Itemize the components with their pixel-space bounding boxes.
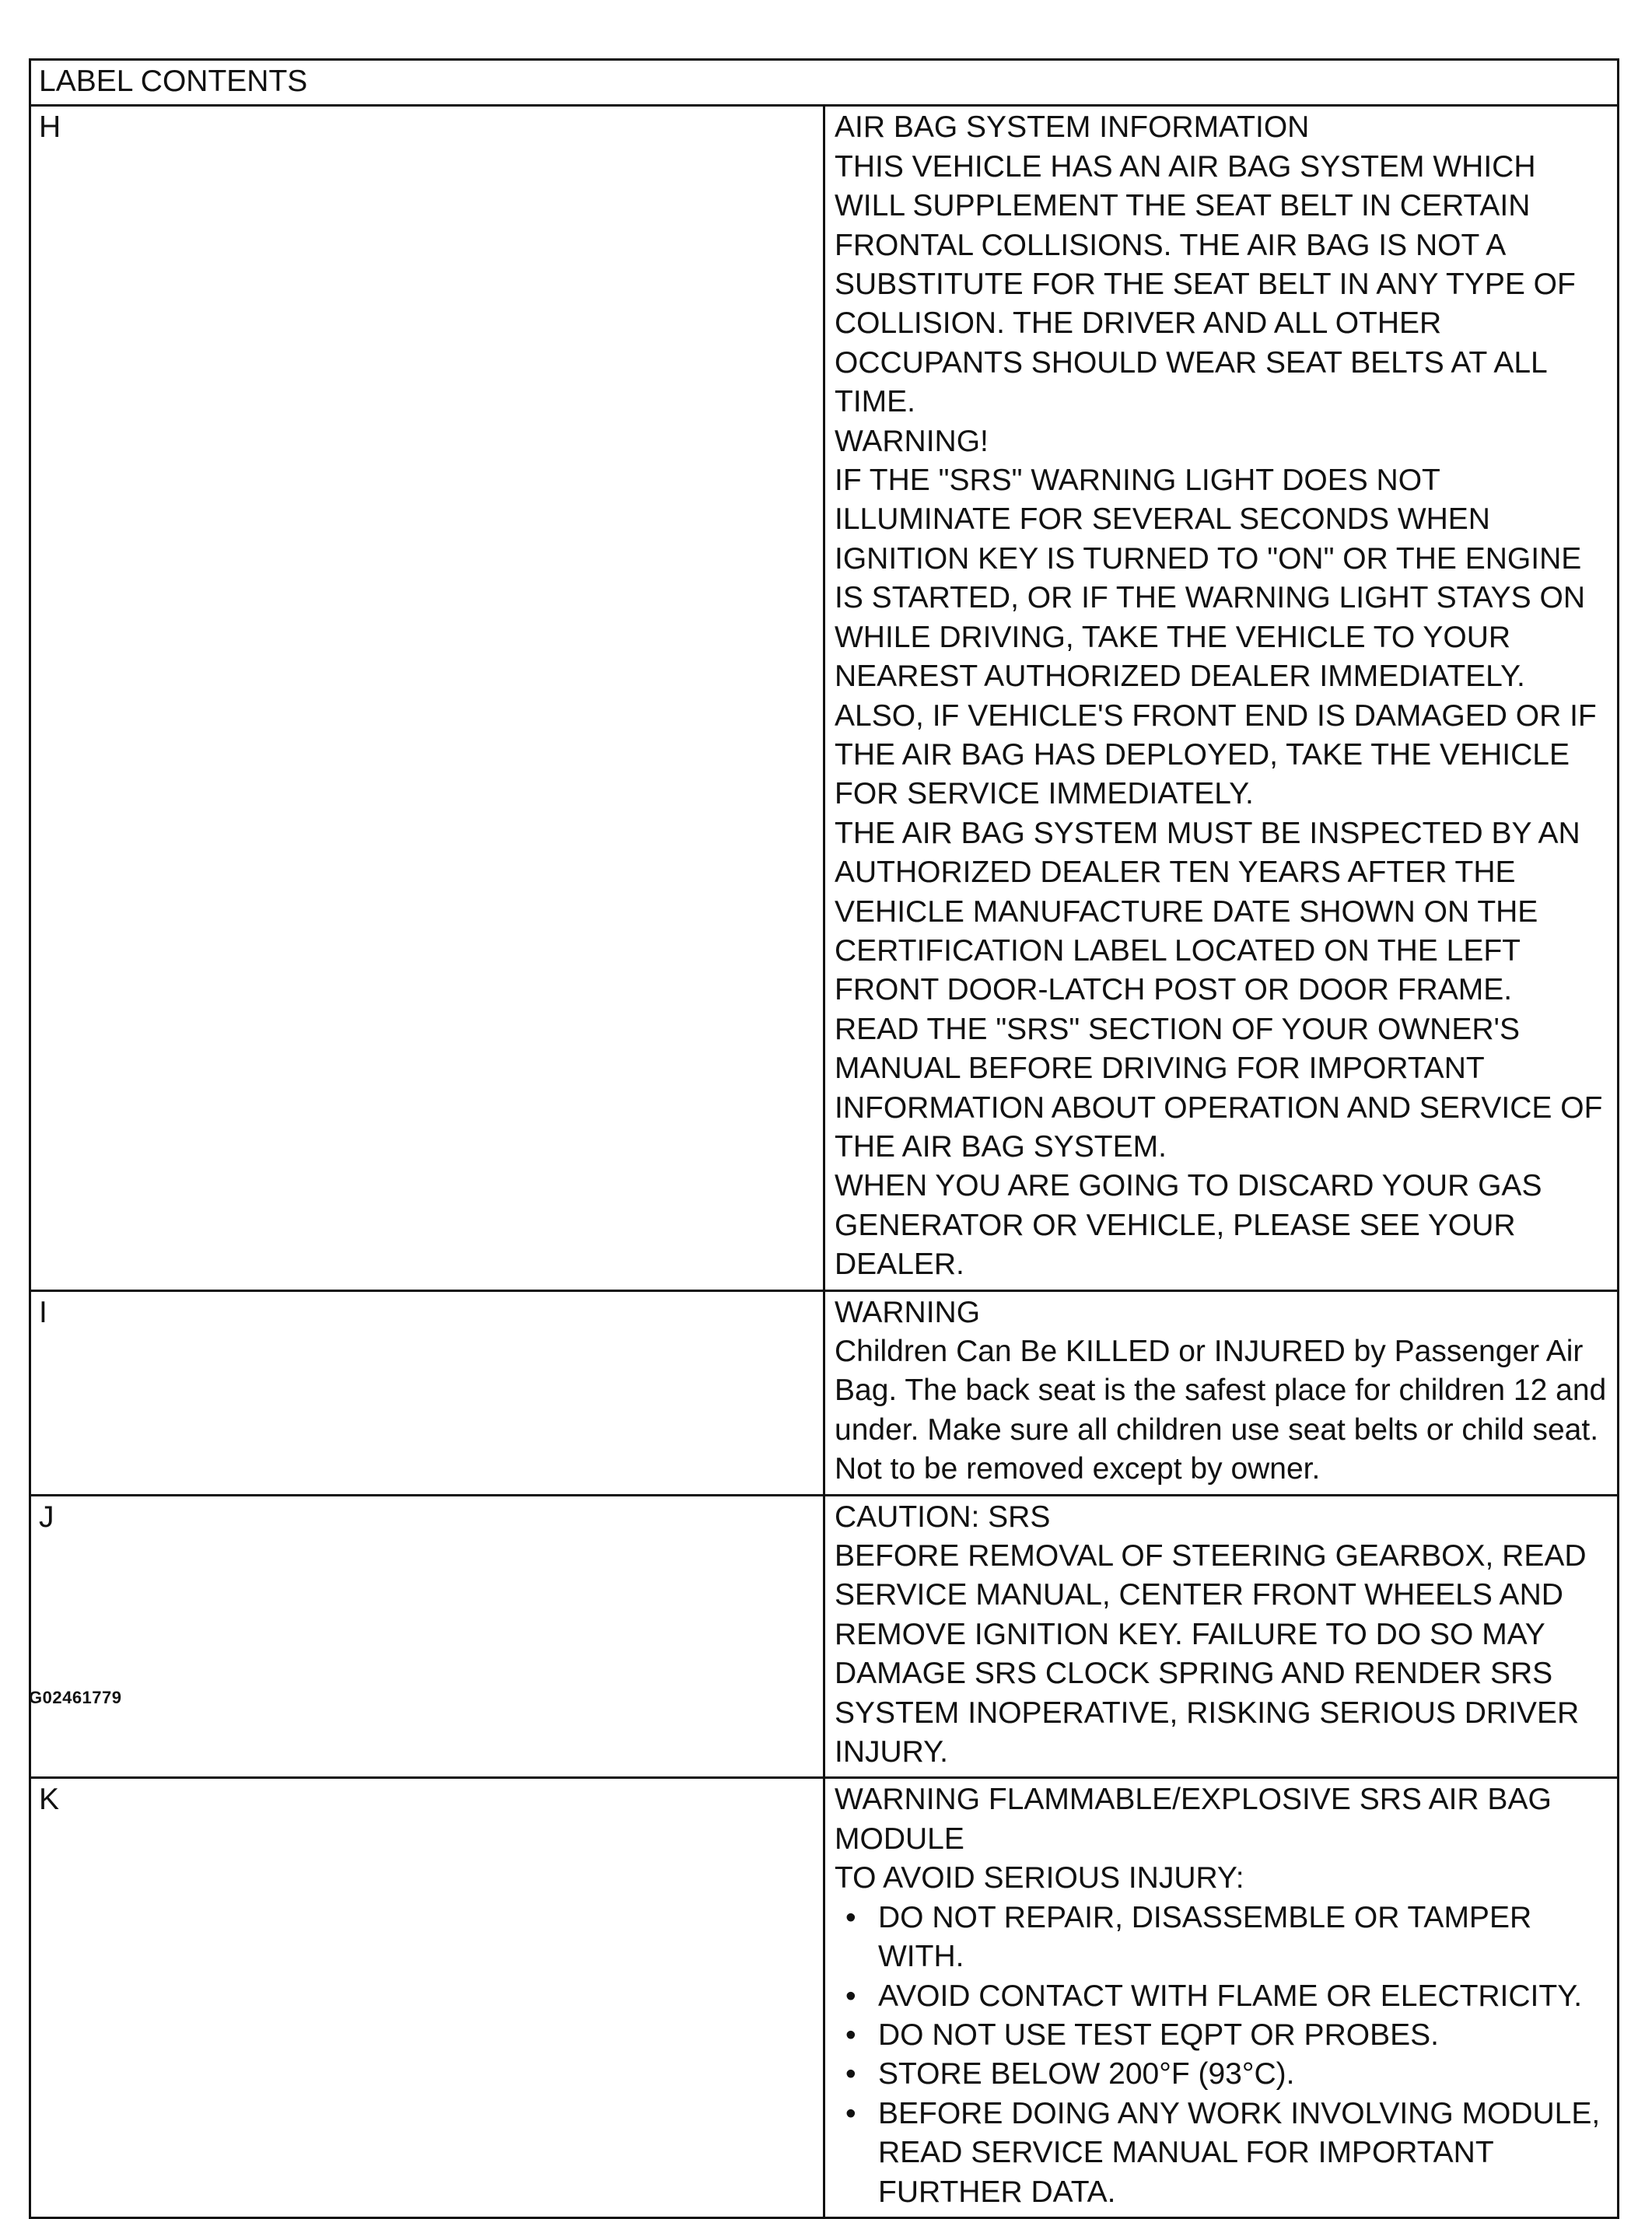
bullet-item: • DO NOT REPAIR, DISASSEMBLE OR TAMPER WITH.: [835, 1899, 1609, 1977]
label-line: WARNING: [835, 1295, 981, 1329]
label-line: WARNING!: [835, 424, 989, 458]
bullet-item: • AVOID CONTACT WITH FLAME OR ELECTRICITY.: [835, 1977, 1609, 2016]
label-code: I: [30, 1290, 824, 1495]
table-row: [30, 1290, 1619, 1495]
figure-code: G02461779: [29, 1688, 122, 1707]
table-row: [30, 1778, 1619, 2217]
label-content: [824, 1778, 1619, 2217]
label-line: THIS VEHICLE HAS AN AIR BAG SYSTEM WHICH WILL SUPPLEMENT THE SEAT BELT IN CERTAIN FRONTAL COLLISIONS. THE AIR BAG IS NOT A SUBSTITUTE FOR THE SEAT BELT IN ANY TYPE OF COLLISION. THE DRIVER AND ALL OTHER OCCUPANTS SHOULD WEAR SEAT BELTS AT ALL TIME.: [835, 149, 1576, 419]
label-code: J: [30, 1495, 824, 1778]
table-row: [30, 106, 1619, 1290]
table-header: LABEL CONTENTS: [30, 60, 1619, 106]
label-line: WARNING FLAMMABLE/EXPLOSIVE SRS AIR BAG MODULE: [835, 1783, 1552, 1856]
label-contents-table: [29, 58, 1619, 2219]
label-line: READ THE "SRS" SECTION OF YOUR OWNER'S MANUAL BEFORE DRIVING FOR IMPORTANT INFORMATION ABOUT OPERATION AND SERVICE OF THE AIR BAG SYSTEM.: [835, 1012, 1603, 1164]
bullet-item: • STORE BELOW 200°F (93°C).: [835, 2055, 1609, 2094]
table-row: [30, 1495, 1619, 1778]
table-header-row: [30, 60, 1619, 106]
label-code: H: [30, 106, 824, 1290]
label-line: IF THE "SRS" WARNING LIGHT DOES NOT ILLUMINATE FOR SEVERAL SECONDS WHEN IGNITION KEY IS TURNED TO "ON" OR THE ENGINE IS STARTED, OR IF THE WARNING LIGHT STAYS ON WHILE DRIVING, TAKE THE VEHICLE TO YOUR NEAREST AUTHORIZED DEALER IMMEDIATELY. ALSO, IF VEHICLE'S FRONT END IS DAMAGED OR IF THE AIR BAG HAS DEPLOYED, TAKE THE VEHICLE FOR SERVICE IMMEDIATELY.: [835, 464, 1597, 811]
bullet-list: [835, 1899, 1609, 2212]
label-line: TO AVOID SERIOUS INJURY:: [835, 1861, 1244, 1895]
label-line: THE AIR BAG SYSTEM MUST BE INSPECTED BY AN AUTHORIZED DEALER TEN YEARS AFTER THE VEHICLE MANUFACTURE DATE SHOWN ON THE CERTIFICATION LABEL LOCATED ON THE LEFT FRONT DOOR-LATCH POST OR DOOR FRAME.: [835, 816, 1580, 1007]
label-line: BEFORE REMOVAL OF STEERING GEARBOX, READ SERVICE MANUAL, CENTER FRONT WHEELS AND REMOVE IGNITION KEY. FAILURE TO DO SO MAY DAMAGE SRS CLOCK SPRING AND RENDER SRS SYSTEM INOPERATIVE, RISKING SERIOUS DRIVER INJURY.: [835, 1539, 1587, 1769]
label-content: [824, 106, 1619, 1290]
label-line: WHEN YOU ARE GOING TO DISCARD YOUR GAS GENERATOR OR VEHICLE, PLEASE SEE YOUR DEALER.: [835, 1169, 1542, 1282]
label-line: AIR BAG SYSTEM INFORMATION: [835, 110, 1310, 145]
label-content: [824, 1290, 1619, 1495]
label-line: Children Can Be KILLED or INJURED by Passenger Air Bag. The back seat is the safest place for children 12 and under. Make sure all children use seat belts or child seat. Not to be removed except by owner.: [835, 1335, 1607, 1486]
label-code: K: [30, 1778, 824, 2217]
label-content: [824, 1495, 1619, 1778]
bullet-item: • BEFORE DOING ANY WORK INVOLVING MODULE, READ SERVICE MANUAL FOR IMPORTANT FURTHER DATA.: [835, 2095, 1609, 2212]
label-line: CAUTION: SRS: [835, 1500, 1051, 1534]
bullet-item: • DO NOT USE TEST EQPT OR PROBES.: [835, 2016, 1609, 2055]
label-contents-sheet: [29, 58, 1619, 2219]
